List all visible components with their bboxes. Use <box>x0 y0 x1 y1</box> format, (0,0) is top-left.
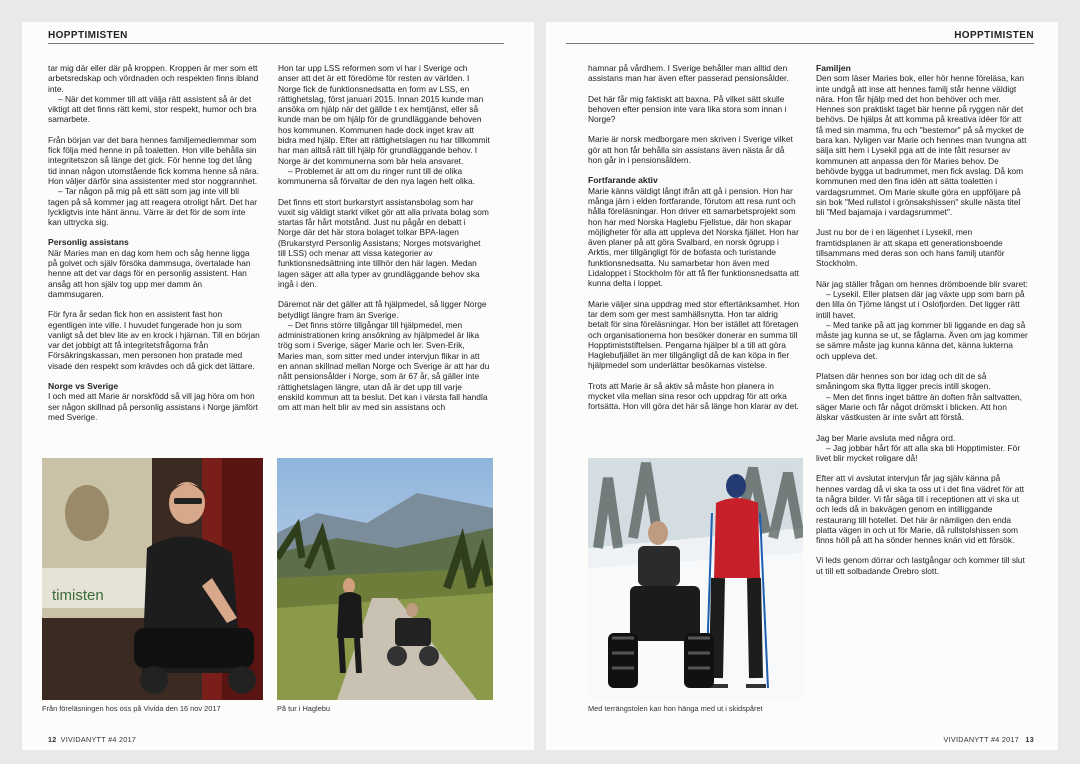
paragraph: Det här får mig faktiskt att baxna. På vilket sätt skulle behoven efter pension inte vara lika stora som innan i Norge? <box>588 93 787 125</box>
quote-paragraph: – Men det finns inget bättre än doften från saltvatten, säger Marie och får något drömskt i blicken. Att hon älskar västkusten är inte svårt att förstå. <box>816 391 1023 423</box>
photo-caption: Från föreläsningen hos oss på Vivida den 16 nov 2017 <box>42 704 221 713</box>
right-column-1 <box>588 63 800 422</box>
photo-caption: På tur i Haglebu <box>277 704 330 713</box>
quote-paragraph: – Tar någon på mig på ett sätt som jag inte vill bli tagen på så kommer jag att reagera otroligt hårt. Det har lyckligtvis inte hänt ännu. Värre är det för de som inte kan uttrycka sig. <box>48 186 258 228</box>
page-footer <box>943 735 1034 744</box>
right-column-2 <box>816 63 1028 586</box>
quote-paragraph: – När det kommer till att välja rätt assistent så är det viktigt att det finns rätt kemi, stor respekt, humor och bra samarbete. <box>48 93 257 125</box>
paragraph: Den som läser Maries bok, eller hör henne föreläsa, kan inte undgå att inse att hennes familj står henne väldigt nära. Hon får hjälp med det hon behöver och mer. Hennes son praktiskt taget bär henne på ryggen när det behövs. De hjälps åt att komma på kreativa idéer för att få med sin mamma, fru och "bestemor" på så mycket de bara kan. Nyligen var Marie och hennes man tvungna att sälja sitt hem i Lysekil pga att de inte fått resurser av kommunen att anpassa den för Maries behov. De behövde bygga ut badrummet, men fick avslag. Då kom kommunen med den fina idén att sätta toaletten i vardagsrummet. Om Marie skulle göra en uppföljare på sin bok "Med rullstol i grönsakshissen" skulle nästa titel bli "Med bajamaja i vardagsrummet". <box>816 73 1027 218</box>
photo-lecture <box>42 458 263 700</box>
quote-paragraph: – Jag jobbar hårt för att alla ska bli Hopptimister. För livet blir mycket roligare då! <box>816 442 1021 464</box>
section-heading: Norge vs Sverige <box>48 381 119 392</box>
right-page <box>546 22 1058 750</box>
paragraph: Vi leds genom dörrar och lastgångar och kommer till slut ut till ett solbadande Örebro slott. <box>816 555 1025 576</box>
paragraph: Däremot när det gäller att få hjälpmedel, så ligger Norge betydligt längre fram än Sverige. <box>278 299 487 320</box>
left-column-2 <box>278 63 490 423</box>
paragraph: Marie känns väldigt långt ifrån att gå i pension. Hon har många järn i elden fortfarande, förutom att resa runt och hålla föreläsningar. Hon driver ett samarbetsprojekt som hon har med Norska Haglebu Fjellstue, där hon skapar möjligheter för alla att uppleva det Norska fjället. Hon har även planer på att göra Svalbard, en norsk ögrupp i Arktis, mer tillgängligt för de bofasta och turistande funktionsnedsatta. Nu samarbetar hon även med Lidaloppet i Stockholm för att få fler funktionsnedsatta att kunna delta i loppet. <box>588 185 799 289</box>
page-header: HOPPTIMISTEN <box>566 30 1034 44</box>
paragraph: Trots att Marie är så aktiv så måste hon planera in mycket vila mellan sina resor och uppdrag för att orka fortsätta. Hon vill göra det här så länge hon klarar av det. <box>588 380 799 412</box>
paragraph: hamnar på vårdhem. I Sverige behåller man alltid den assistans man har även efter passerad pensionsålder. <box>588 63 789 84</box>
photo-ski-trail <box>588 458 803 700</box>
banner-text: timisten <box>52 587 104 604</box>
paragraph: Från början var det bara hennes familjemedlemmar som fick följa med henne in på toaletten. Hon ville behålla sin integritetszon så länge det gick. För henne tog det lång tid innan någon utomstående fick komma henne så nära. Hon väljer därför sina assistenter med stor noggrannhet. <box>48 134 259 186</box>
section-heading: Fortfarande aktiv <box>588 175 658 186</box>
left-column-1 <box>48 63 260 432</box>
paragraph: Hon tar upp LSS reformen som vi har i Sverige och anser att det är ett föredöme för resten av världen. I Norge fick de funktionsnedsatta en form av LSS, en rättighetslag, först januari 2015. Innan 2015 kunde man ansöka om hjälp när det gällde t ex hemtjänst, eller så kunde man be om hjälp för de grundläggande behoven hos kommunen. Kommunen hade dock inget krav att bidra med hjälp. Efter att rättighetslagen nu har tillkommit har man alltså rätt till hjälp för grundläggande behov. I Norge är det kommunerna som bär hela ansvaret. <box>278 63 490 166</box>
quote-paragraph: – Det finns större tillgångar till hjälpmedel, men administrationen kring ansökning av hjälpmedel är lika trög som i Sverige, säger Marie och ler. Sven-Erik, Maries man, som sitter med under intervjun flikar in att en annan skillnad mellan Norge och Sverige är att har du nått pensionsålder i Norge, som är 67 år, så gäller inte rättighetslagen längre, utan då är det upp till varje enskild kommun att ta beslut. Det kan i värsta fall handla om att man helt blir av med sin assistans och <box>278 319 490 413</box>
photo-caption: Med terrängstolen kan hon hänga med ut i skidspåret <box>588 704 763 713</box>
paragraph: För fyra år sedan fick hon en assistent fast hon egentligen inte ville. I huvudet fungerade hon ju som vanligt så det blev lite av en krock i hjärnan. Till en början var det jobbigt att få integritetsfrågorna från Försäkringskassan, men personen hon pratade med visade den respekt som krävdes och då gick det lättare. <box>48 309 260 371</box>
section-heading: Familjen <box>816 63 851 73</box>
paragraph: I och med att Marie är norskfödd så vill jag höra om hon ser någon skillnad på personlig assistans i Norge jämfört med Sverige. <box>48 391 258 422</box>
paragraph: Marie är norsk medborgare men skriven i Sverige vilket gör att hon får behålla sin assistans även nästa år då hon går in i pensionsåldern. <box>588 134 793 166</box>
paragraph: Efter att vi avslutat intervjun får jag själv känna på hennes vardag då vi ska ta oss ut i det fina vädret för att ta några bilder. Vi får säga till i receptionen att vi ska ut och leds då in bakvägen genom en intilliggande restaurang till hotellet. Det här är nämligen den enda platta vägen in och ut för Marie, då rullstolshissen som finns höll på att ha sönder hennes knän vid ett försök. <box>816 473 1025 546</box>
magazine-issue: VIVIDANYTT #4 2017 <box>60 735 137 744</box>
paragraph: Marie väljer sina uppdrag med stor eftertänksamhet. Hon tar dem som ger mest samhällsnytta. Hon tar aldrig betalt för sina föreläsningar. Hon ber istället att företagen och organisationerna hon besöker donerar en summa till Hopptimiststiftelsen. Pengarna hjälper bl a till att göra Haglebufjället än mer tillgängligt då de kan köpa in fler hjälpmedel som underlättar besökarnas vistelse. <box>588 298 800 371</box>
section-heading: Personlig assistans <box>48 237 129 248</box>
paragraph: När Maries man en dag kom hem och såg henne ligga på golvet och själv försöka dammsuga, övertalade han henne att det var dags för en personlig assistent. Han ansåg att hon själv tog upp mer damm än dammsugaren. <box>48 247 251 299</box>
paragraph: När jag ställer frågan om hennes drömboende blir svaret: <box>816 278 1028 289</box>
page-number: 13 <box>1025 735 1034 744</box>
quote-paragraph: – Med tanke på att jag kommer bli liggande en dag så måste jag kunna se ut, se fåglarna. Även om jag kommer se sämre måste jag kunna känna det, känna lukterna och uppleva det. <box>816 319 1028 361</box>
paragraph: Det finns ett stort burkarstyrt assistansbolag som har vuxit sig väldigt starkt vilket gör att alla privata bolag som startas får hårt motstånd. Just nu pågår en debatt i Norge där det här stora bolaget tolkar BPA-lagen (Brukarstyrd Personlig Assistans; Norges motsvarighet till LSS) och menar att vissa kategorier av funktionsnedsättning inte tillhör den här lagen. Medan lagen säger att alla typer av grundläggande behov ska ingå i den. <box>278 196 489 289</box>
paragraph: Just nu bor de i en lägenhet i Lysekil, men framtidsplanen är att skapa ett generationsboende tillsammans med deras son och hans familj utanför Stockholm. <box>816 227 1005 269</box>
quote-paragraph: – Problemet är att om du ringer runt till de olika kommunerna så förvaltar de den nya lagen helt olika. <box>278 165 475 187</box>
page-number: 12 <box>48 735 57 744</box>
paragraph: tar mig där eller där på kroppen. Kroppen är mer som ett arbetsredskap och vördnaden och respekten finns ibland inte. <box>48 63 259 94</box>
photo-trail <box>277 458 493 700</box>
paragraph: Jag ber Marie avsluta med några ord. <box>816 432 956 443</box>
left-page <box>22 22 534 750</box>
magazine-issue: VIVIDANYTT #4 2017 <box>943 735 1020 744</box>
quote-paragraph: – Lysekil. Eller platsen där jag växte upp som barn på den lilla ön Tjöme längst ut i Oslofjorden. Det ligger rätt intill havet. <box>816 288 1025 320</box>
page-header: HOPPTIMISTEN <box>48 30 504 44</box>
page-footer <box>48 735 136 744</box>
paragraph: Platsen där hennes son bor idag och dit de så småningom ska flytta ligger precis intill skogen. <box>816 371 991 392</box>
